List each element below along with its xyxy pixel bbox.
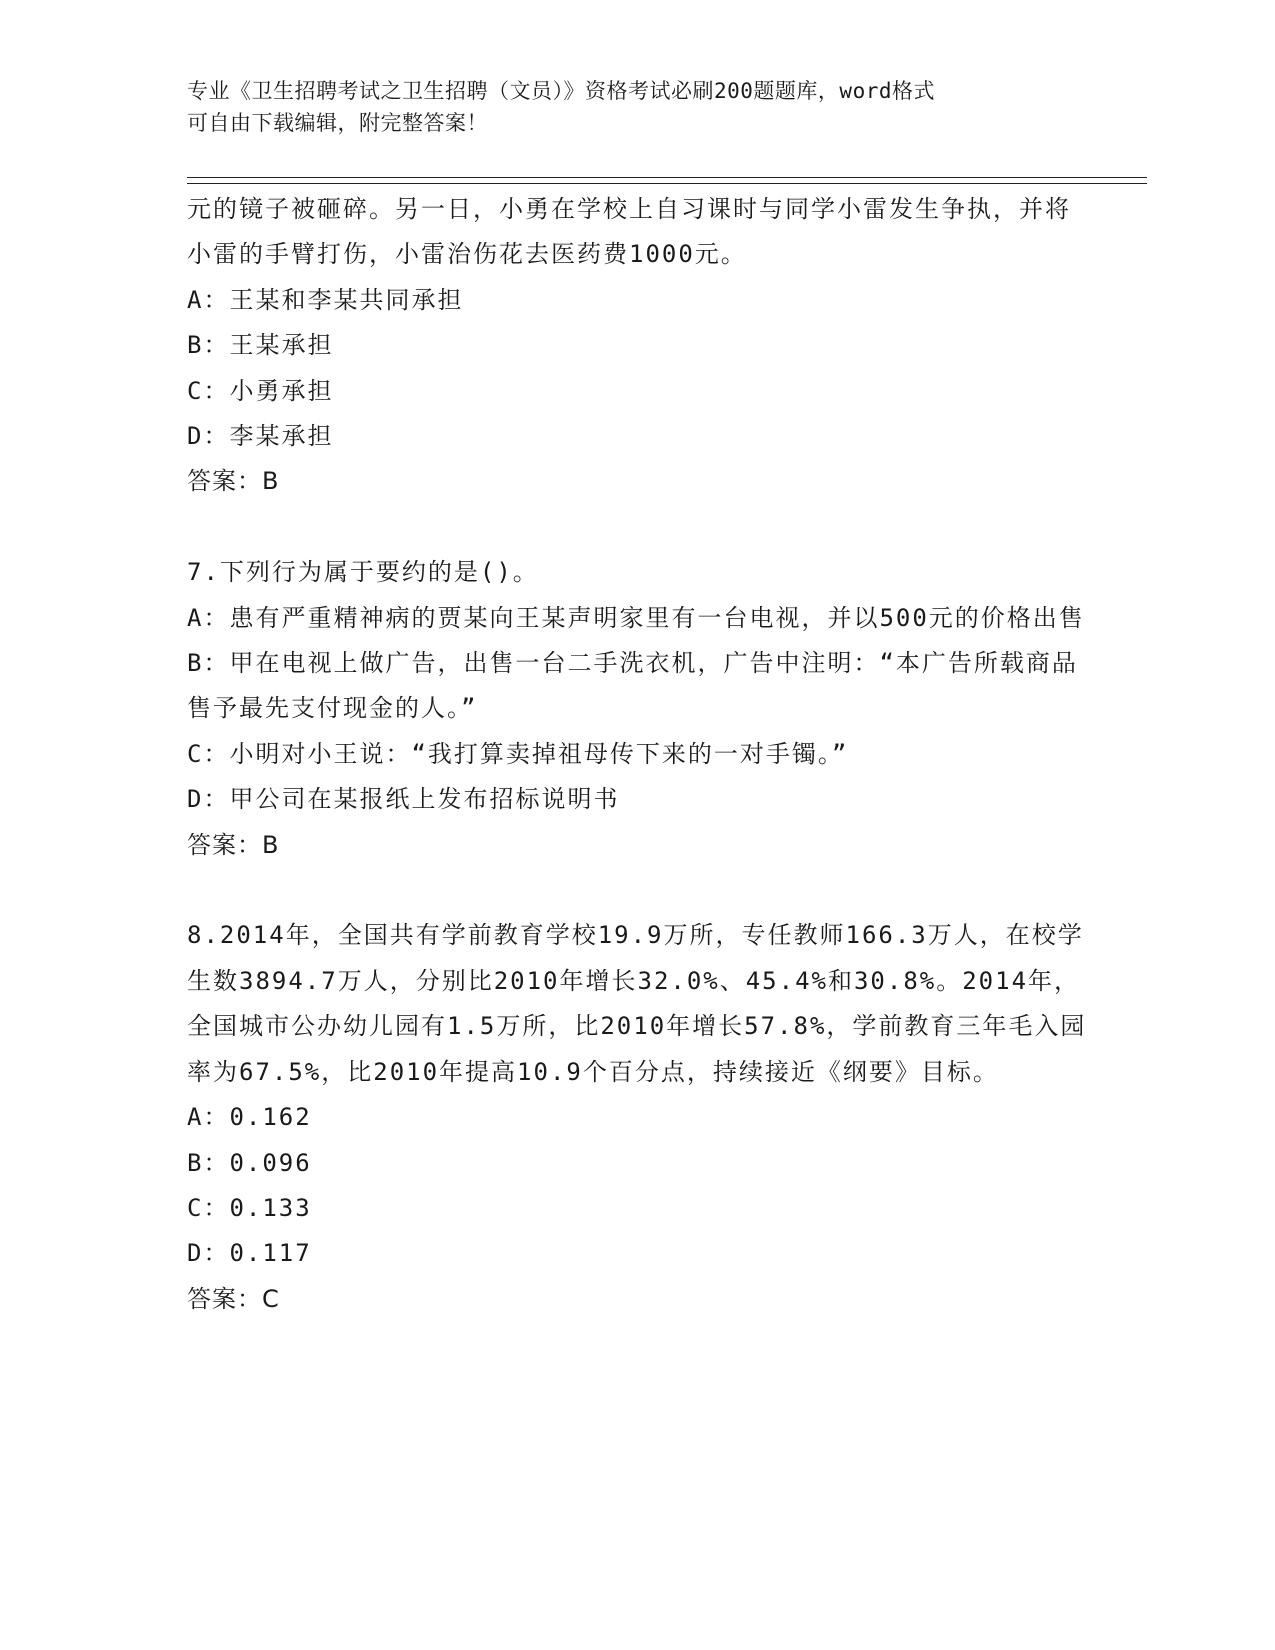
header-divider-bottom: [187, 183, 1147, 184]
question-6-option-d: D：李某承担: [187, 422, 334, 451]
question-7-text: 7.下列行为属于要约的是()。: [187, 558, 539, 587]
question-8-option-c: C：0.133: [187, 1193, 312, 1222]
document-body: [187, 187, 1087, 1322]
question-6-text: 元的镜子被砸碎。另一日，小勇在学校上自习课时与同学小雷发生争执，并将小雷的手臂打伤，小雷治伤花去医药费1000元。: [187, 195, 1071, 269]
question-8-option-d: D：0.117: [187, 1239, 312, 1268]
header-divider-top: [187, 177, 1147, 178]
question-7-answer: 答案：B: [187, 830, 280, 859]
question-7-option-d: D：甲公司在某报纸上发布招标说明书: [187, 785, 620, 814]
question-7-option-c: C：小明对小王说：“我打算卖掉祖母传下来的一对手镯。”: [187, 739, 849, 768]
question-7-option-a: A：患有严重精神病的贾某向王某声明家里有一台电视，并以500元的价格出售: [187, 603, 1085, 632]
question-7: [187, 550, 1087, 868]
question-6-answer: 答案：B: [187, 467, 280, 496]
question-8-option-a: A：0.162: [187, 1103, 312, 1132]
question-6: [187, 187, 1087, 505]
document-header: [187, 75, 1067, 139]
question-6-option-a: A：王某和李某共同承担: [187, 285, 464, 314]
question-8: [187, 913, 1087, 1322]
question-spacer: [187, 868, 1087, 913]
question-8-option-b: B：0.096: [187, 1148, 312, 1177]
question-8-text: 8.2014年，全国共有学前教育学校19.9万所，专任教师166.3万人，在校学生数3894.7万人，分别比2010年增长32.0%、45.4%和30.8%。2014年，全国城市公办幼儿园有1.5万所，比2010年增长57.8%，学前教育三年毛入园率为67.5%，比2010年提高10.9个百分点，持续接近《纲要》目标。: [187, 921, 1087, 1086]
header-line-2: 可自由下载编辑，附完整答案！: [187, 111, 488, 135]
question-spacer: [187, 505, 1087, 550]
question-6-option-c: C：小勇承担: [187, 376, 334, 405]
question-8-answer: 答案：C: [187, 1284, 280, 1313]
question-7-option-b: B：甲在电视上做广告，出售一台二手洗衣机，广告中注明：“本广告所载商品售予最先支付现金的人。”: [187, 649, 1078, 723]
question-6-option-b: B：王某承担: [187, 331, 334, 360]
header-line-1: 专业《卫生招聘考试之卫生招聘（文员）》资格考试必刷200题题库，word格式: [187, 79, 935, 103]
